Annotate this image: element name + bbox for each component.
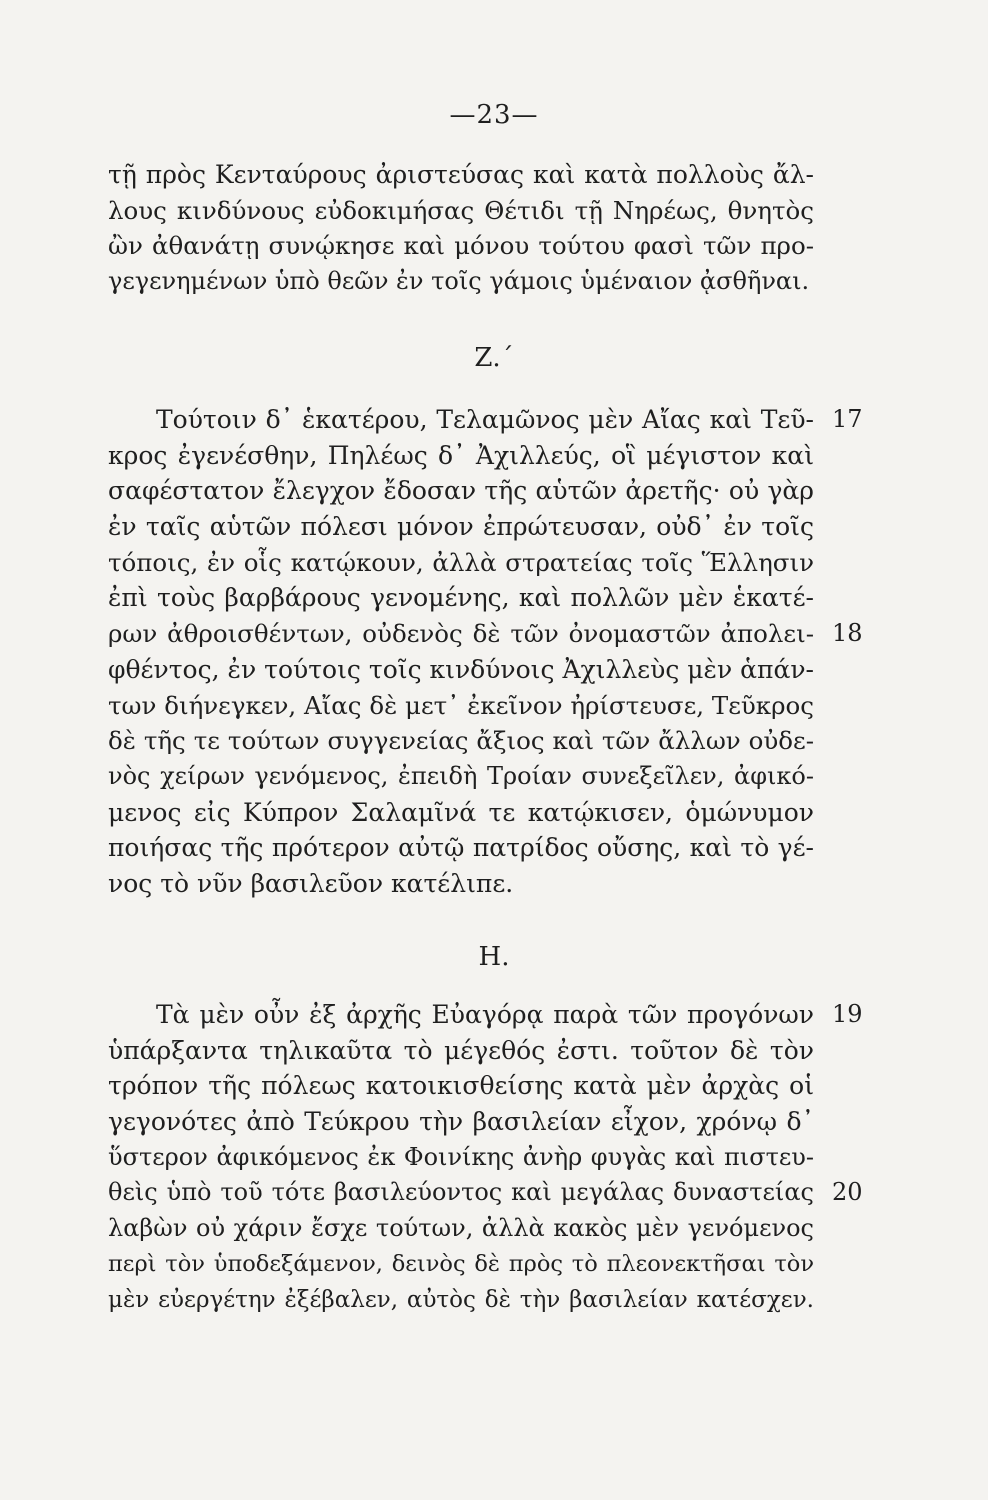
text-line: νὸς χείρων γενόμενος, ἐπειδὴ Τροίαν συνεξεῖλεν, ἀφικό- [108, 761, 814, 790]
margin-line-number: 19 [832, 1000, 863, 1028]
text-line: νος τὸ νῦν βασιλεῦον κατέλιπε. [108, 868, 514, 898]
text-line: ἐν ταῖς αὑτῶν πόλεσι μόνον ἐπρώτευσαν, οὐδ᾽ ἐν τοῖς [108, 512, 814, 542]
text-line: των διήνεγκεν, Αἴας δὲ μετ᾽ ἐκεῖνον ἠρίστευσε, Τεῦκρος [108, 690, 814, 720]
paragraph-section-z [108, 402, 814, 902]
text-line: ὢν ἀθανάτῃ συνῴκησε καὶ μόνου τούτου φασὶ τῶν προ- [108, 231, 814, 261]
margin-line-number: 18 [832, 619, 863, 647]
text-line: τῇ πρὸς Κενταύρους ἀριστεύσας καὶ κατὰ πολλοὺς ἄλ- [108, 160, 814, 189]
text-line: μενος εἰς Κύπρον Σαλαμῖνά τε κατῴκισεν, ὁμώνυμον [108, 797, 814, 827]
text-line: ποιήσας τῆς πρότερον αὐτῷ πατρίδος οὔσης, καὶ τὸ γέ- [108, 833, 814, 863]
section-heading-h: Η. [478, 942, 510, 972]
section-heading-z: Ζ.΄ [474, 343, 514, 373]
margin-line-number: 17 [832, 405, 863, 433]
text-line: δὲ τῆς τε τούτων συγγενείας ἄξιος καὶ τῶν ἄλλων οὐδε- [108, 726, 814, 756]
text-line: γεγενημένων ὑπὸ θεῶν ἐν τοῖς γάμοις ὑμέναιον ᾀσθῆναι. [108, 267, 810, 296]
text-line: ὑπάρξαντα τηλικαῦτα τὸ μέγεθός ἐστι. τοῦτον δὲ τὸν [108, 1035, 814, 1065]
paragraph-continuation [108, 157, 814, 300]
text-line: σαφέστατον ἔλεγχον ἔδοσαν τῆς αὑτῶν ἀρετῆς· οὐ γὰρ [108, 476, 814, 506]
text-line: κρος ἐγενέσθην, Πηλέως δ᾽ Ἀχιλλεύς, οἳ μέγιστον καὶ [108, 440, 814, 470]
text-line: λους κινδύνους εὐδοκιμήσας Θέτιδι τῇ Νηρέως, θνητὸς [108, 195, 814, 225]
text-line: ἐπὶ τοὺς βαρβάρους γενομένης, καὶ πολλῶν μὲν ἑκατέ- [108, 583, 814, 613]
text-line: γεγονότες ἀπὸ Τεύκρου τὴν βασιλείαν εἶχον, χρόνῳ δ᾽ [108, 1107, 814, 1137]
text-line: μὲν εὐεργέτην ἐξέβαλεν, αὐτὸς δὲ τὴν βασιλείαν κατέσχεν. [108, 1286, 814, 1313]
text-line: ρων ἀθροισθέντων, οὐδενὸς δὲ τῶν ὀνομαστῶν ἀπολει- [108, 619, 814, 649]
page-number: —23— [449, 100, 539, 130]
text-line: τόποις, ἐν οἷς κατῴκουν, ἀλλὰ στρατείας τοῖς Ἕλλησιν [108, 547, 814, 577]
text-line: Τούτοιν δ᾽ ἑκατέρου, Τελαμῶνος μὲν Αἴας καὶ Τεῦ- [156, 405, 814, 434]
text-line: τρόπον τῆς πόλεως κατοικισθείσης κατὰ μὲν ἀρχὰς οἱ [108, 1071, 814, 1101]
paragraph-section-h [108, 997, 814, 1318]
text-line: λαβὼν οὐ χάριν ἔσχε τούτων, ἀλλὰ κακὸς μὲν γενόμενος [108, 1214, 814, 1243]
text-line: περὶ τὸν ὑποδεξάμενον, δεινὸς δὲ πρὸς τὸ πλεονεκτῆσαι τὸν [108, 1250, 814, 1277]
margin-line-number: 20 [832, 1178, 863, 1206]
text-line: Τὰ μὲν οὖν ἐξ ἀρχῆς Εὐαγόρᾳ παρὰ τῶν προγόνων [156, 1000, 814, 1029]
text-line: θεὶς ὑπὸ τοῦ τότε βασιλεύοντος καὶ μεγάλας δυναστείας [108, 1178, 814, 1207]
text-line: ὕστερον ἀφικόμενος ἐκ Φοινίκης ἀνὴρ φυγὰς καὶ πιστευ- [108, 1142, 814, 1171]
text-line: φθέντος, ἐν τούτοις τοῖς κινδύνοις Ἀχιλλεὺς μὲν ἁπάν- [108, 654, 814, 684]
